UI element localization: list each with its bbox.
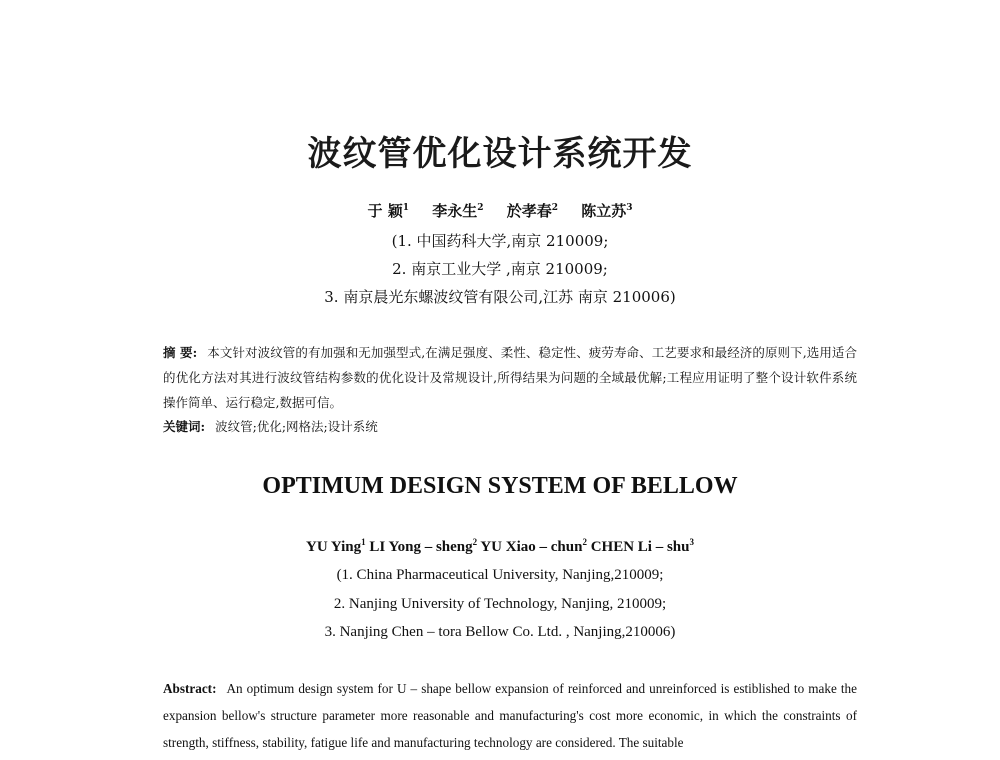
- chinese-abstract-label: 摘 要:: [163, 345, 198, 360]
- chinese-affiliation: (1. 中国药科大学,南京 210009;: [391, 232, 609, 250]
- chinese-affiliation: 2. 南京工业大学 ,南京 210009;: [392, 260, 608, 278]
- chinese-author-list: [0, 200, 1000, 221]
- chinese-author: 于 颖$^1$: [367, 202, 409, 220]
- english-title: OPTIMUM DESIGN SYSTEM OF BELLOW: [262, 473, 738, 499]
- chinese-keywords-label: 关键词:: [163, 419, 206, 434]
- english-affiliation: 2. Nanjing University of Technology, Nanjing, 210009;: [333, 596, 667, 612]
- english-abstract-label: Abstract:: [163, 681, 217, 696]
- chinese-abstract: [163, 340, 857, 415]
- chinese-keywords: [163, 417, 378, 435]
- chinese-title: 波纹管优化设计系统开发: [307, 134, 693, 174]
- english-author-list: [0, 539, 1000, 556]
- english-affiliation: 3. Nanjing Chen – tora Bellow Co. Ltd. , Nanjing,210006): [324, 624, 676, 640]
- english-affiliation: (1. China Pharmaceutical University, Nanjing,210009;: [336, 567, 664, 583]
- english-abstract-text: An optimum design system for U – shape bellow expansion of reinforced and unreinforced is estiblished to make the expansion bellow's structure parameter more reasonable and manufacturing's cost more economic, in which the constraints of strength, stiffness, stability, fatigue life and manufacturing technology are considered. The suitable: [163, 681, 857, 750]
- chinese-author: 李永生$^2$: [432, 202, 484, 220]
- english-author: YU Xiao – chun$^2$: [480, 537, 587, 555]
- english-author: LI Yong – sheng$^2$: [369, 537, 478, 555]
- english-author: CHEN Li – shu$^3$: [590, 537, 694, 555]
- chinese-author: 於孝春$^2$: [506, 202, 558, 220]
- chinese-abstract-text: 本文针对波纹管的有加强和无加强型式,在满足强度、柔性、稳定性、疲劳寿命、工艺要求和最经济的原则下,选用适合的优化方法对其进行波纹管结构参数的优化设计及常规设计,所得结果为问题的全域最优解;工程应用证明了整个设计软件系统操作简单、运行稳定,数据可信。: [163, 345, 858, 410]
- english-abstract: [163, 675, 857, 756]
- chinese-affiliation: 3. 南京晨光东螺波纹管有限公司,江苏 南京 210006): [324, 288, 676, 306]
- chinese-author: 陈立苏$^3$: [581, 202, 633, 220]
- chinese-keywords-text: 波纹管;优化;网格法;设计系统: [215, 419, 378, 434]
- english-author: YU Ying$^1$: [306, 537, 366, 555]
